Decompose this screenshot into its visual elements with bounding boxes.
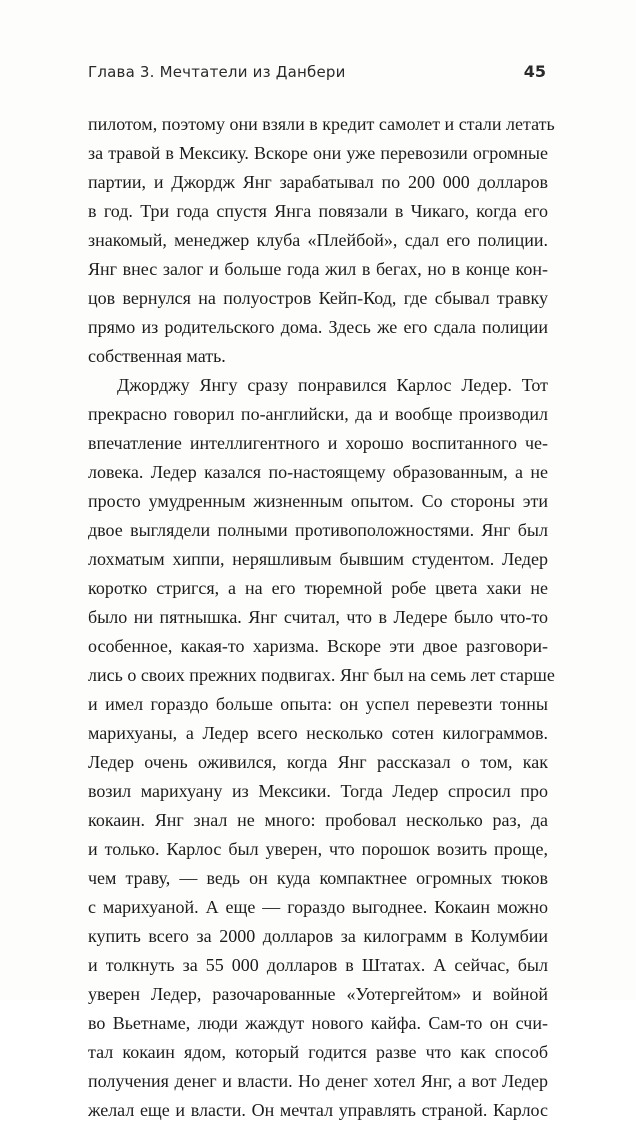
paragraph [88, 110, 555, 371]
page-number: 45 [523, 62, 546, 81]
text-line: возил марихуану из Мексики. Тогда Ледер спросил про [88, 781, 548, 801]
text-line: ловека. Ледер казался по-настоящему образованным, а не [88, 462, 548, 482]
text-line: коротко стригся, а на его тюремной робе цвета хаки не [88, 578, 548, 598]
text-line: чем траву, — ведь он куда компактнее огромных тюков [88, 868, 548, 888]
text-line: знакомый, менеджер клуба «Плейбой», сдал его полиции. [88, 230, 548, 250]
text-line: и только. Карлос был уверен, что порошок возить проще, [88, 839, 548, 859]
running-head [88, 62, 546, 84]
text-line: тал кокаин ядом, который годится разве что как способ [88, 1042, 548, 1062]
text-line: впечатление интеллигентного и хорошо воспитанного че- [88, 433, 548, 453]
text-line: пилотом, поэтому они взяли в кредит самолет и стали летать [88, 114, 555, 134]
text-line: особенное, какая-то харизма. Вскоре эти двое разговори- [88, 636, 548, 656]
text-line: за травой в Мексику. Вскоре они уже перевозили огромные [88, 143, 548, 163]
text-line: прекрасно говорил по-английски, да и вообще производил [88, 404, 548, 424]
text-line: цов вернулся на полуостров Кейп-Код, где сбывал травку [88, 288, 548, 308]
text-line: просто умудренным жизненным опытом. Со стороны эти [88, 491, 548, 511]
text-line: и толкнуть за 55 000 долларов в Штатах. А сейчас, был [88, 955, 548, 975]
text-line: двое выглядели полными противоположностями. Янг был [88, 520, 548, 540]
text-line: и имел гораздо больше опыта: он успел перевезти тонны [88, 694, 548, 714]
text-line: во Вьетнаме, люди жаждут нового кайфа. Сам-то он счи- [88, 1013, 548, 1033]
paragraph [88, 371, 555, 1125]
text-line: кокаин. Янг знал не много: пробовал несколько раз, да [88, 810, 548, 830]
text-line: Джорджу Янгу сразу понравился Карлос Ледер. Тот [117, 375, 548, 395]
text-line: в год. Три года спустя Янга повязали в Чикаго, когда его [88, 201, 548, 221]
text-line: купить всего за 2000 долларов за килограмм в Колумбии [88, 926, 548, 946]
text-line: собственная мать. [88, 346, 226, 366]
text-line: с марихуаной. А еще — гораздо выгоднее. Кокаин можно [88, 897, 548, 917]
text-line: прямо из родительского дома. Здесь же его сдала полиции [88, 317, 548, 337]
text-line: было ни пятнышка. Янг считал, что в Ледере было что-то [88, 607, 548, 627]
text-line: Янг внес залог и больше года жил в бегах, но в конце кон- [88, 259, 548, 279]
text-line: Ледер очень оживился, когда Янг рассказал о том, как [88, 752, 548, 772]
text-line: получения денег и власти. Но денег хотел Янг, а вот Ледер [88, 1071, 548, 1091]
text-line: желал еще и власти. Он мечтал управлять страной. Карлос [88, 1100, 548, 1120]
text-line: лись о своих прежних подвигах. Янг был на семь лет старше [88, 665, 555, 685]
text-line: лохматым хиппи, неряшливым бывшим студентом. Ледер [88, 549, 548, 569]
body-text [88, 110, 555, 1125]
text-line: уверен Ледер, разочарованные «Уотергейтом» и войной [88, 984, 548, 1004]
text-line: марихуаны, а Ледер всего несколько сотен килограммов. [88, 723, 548, 743]
chapter-title: Глава 3. Мечтатели из Данбери [88, 63, 346, 81]
text-line: партии, и Джордж Янг зарабатывал по 200 000 долларов [88, 172, 548, 192]
